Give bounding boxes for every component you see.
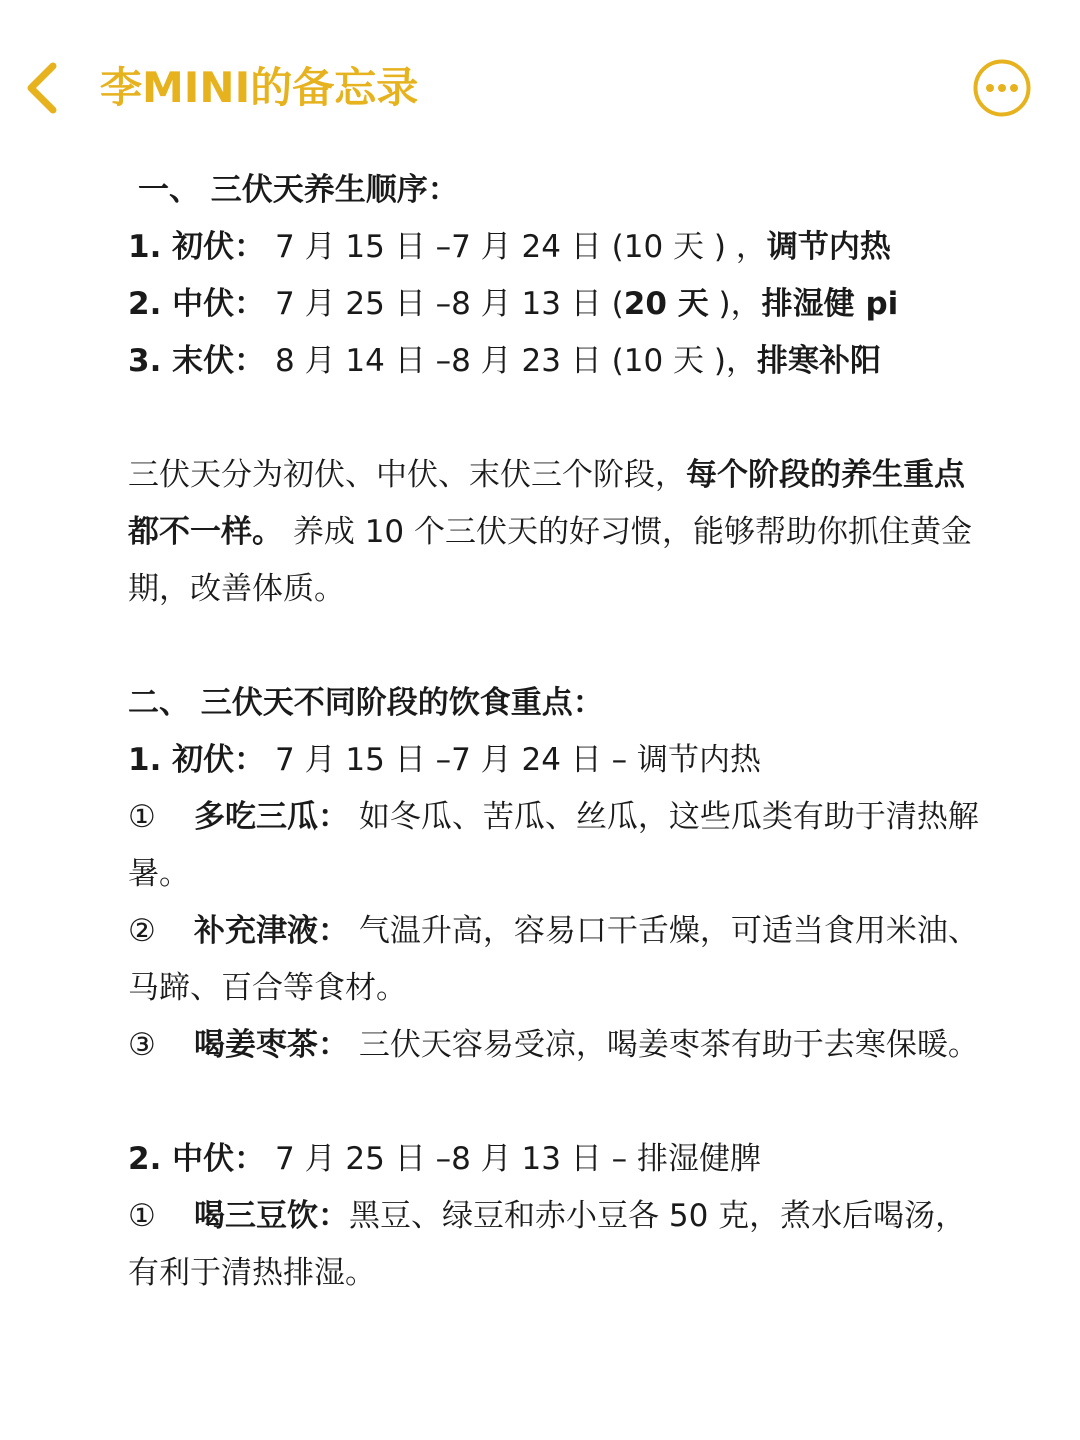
section1-heading: 一、 三伏天养生顺序： [138, 172, 459, 208]
spacer [128, 390, 988, 447]
item-focus: 排寒补阳 [757, 343, 882, 379]
item-label: 2. 中伏： [128, 286, 266, 322]
item-dates-end: )， [708, 286, 762, 322]
item-dates: 7 月 25 日 –8 月 13 日 ( [265, 286, 624, 322]
tip-number: ① [128, 799, 156, 835]
intro-text: 养成 10 个三伏天的好习惯，能够帮助你抓住黄金期，改善体质。 [128, 514, 973, 607]
section2-heading: 二、 三伏天不同阶段的饮食重点： [128, 685, 604, 721]
diet-tip [128, 789, 988, 903]
diet-tip [128, 1188, 988, 1302]
item-focus: 排湿健 pi [761, 286, 899, 322]
tip-title: 喝三豆饮： [194, 1198, 349, 1234]
spacer [128, 1074, 988, 1131]
stage-label: 1. 初伏： [128, 742, 266, 778]
intro-text: 三伏天分为初伏、中伏、末伏三个阶段， [128, 457, 686, 493]
item-label: 3. 末伏： [128, 343, 266, 379]
item-dates: 7 月 15 日 –7 月 24 日 (10 天 ) ， [265, 229, 767, 265]
tip-text: 如冬瓜、苦瓜、丝瓜，这些瓜类有助于清热解暑。 [128, 799, 979, 892]
tip-text: 三伏天容易受凉，喝姜枣茶有助于去寒保暖。 [349, 1027, 979, 1063]
stage-text: 7 月 25 日 –8 月 13 日 – 排湿健脾 [265, 1141, 762, 1177]
stage-heading [128, 1131, 988, 1188]
more-button[interactable] [972, 58, 1032, 118]
tip-title: 补充津液： [194, 913, 349, 949]
app-header [0, 0, 1080, 160]
tip-title: 多吃三瓜： [194, 799, 349, 835]
tip-title: 喝姜枣茶： [194, 1027, 349, 1063]
item-focus: 调节内热 [766, 229, 891, 265]
tip-text: 黑豆、绿豆和赤小豆各 50 克，煮水后喝汤，有利于清热排湿。 [128, 1198, 967, 1291]
intro-paragraph [128, 447, 988, 618]
back-button[interactable] [18, 58, 68, 118]
intro-bold: 每个阶段的养生重点都不一样。 [128, 457, 965, 550]
item-dates: 8 月 14 日 –8 月 23 日 (10 天 )， [265, 343, 758, 379]
chevron-left-icon [23, 60, 63, 116]
schedule-item [128, 219, 988, 276]
item-label: 1. 初伏： [128, 229, 266, 265]
tip-number: ② [128, 913, 156, 949]
more-dots-icon [972, 58, 1032, 118]
schedule-item [128, 333, 988, 390]
page-title: 李MINI的备忘录 [100, 63, 419, 112]
schedule-item [128, 276, 988, 333]
diet-tip [128, 1017, 988, 1074]
tip-number: ① [128, 1198, 156, 1234]
diet-tip [128, 903, 988, 1017]
stage-heading [128, 732, 988, 789]
tip-text: 气温升高，容易口干舌燥，可适当食用米油、马蹄、百合等食材。 [128, 913, 979, 1006]
spacer [128, 618, 988, 675]
item-days: 20 天 [623, 286, 709, 322]
stage-text: 7 月 15 日 –7 月 24 日 – 调节内热 [265, 742, 762, 778]
tip-number: ③ [128, 1027, 156, 1063]
note-content [128, 162, 988, 1302]
stage-label: 2. 中伏： [128, 1141, 266, 1177]
